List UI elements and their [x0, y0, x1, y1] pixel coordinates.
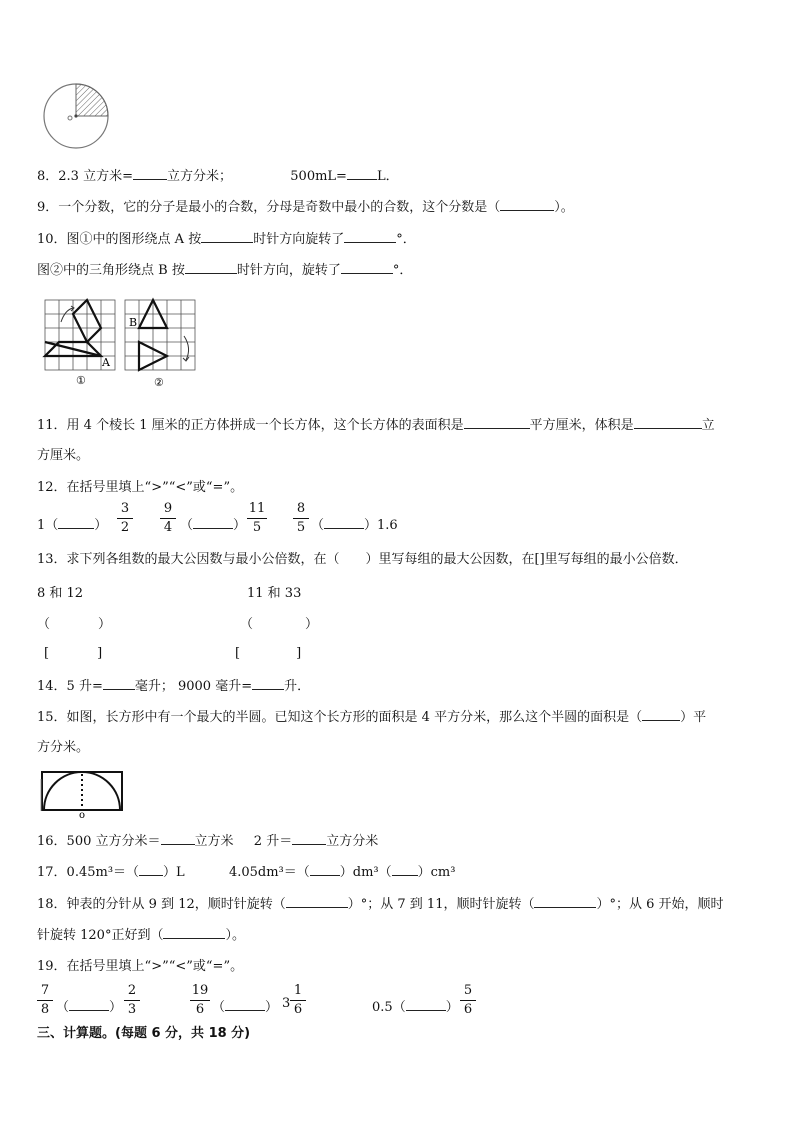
q10-text-a: 10．图①中的图形绕点 A 按 [37, 232, 202, 247]
question-16: 16．500 立方分米＝ 立方米 2 升＝ 立方分米 [37, 834, 379, 849]
question-17: 17．0.45m³＝（ ）L 4.05dm³＝（ ）dm³（ ）cm³ [37, 865, 456, 880]
section-3-title: 三、计算题。(每题 6 分，共 18 分) [37, 1026, 251, 1041]
q12-blank-1[interactable] [58, 516, 94, 529]
question-10-line1 [37, 230, 416, 249]
q8-unit-b: L． [376, 169, 399, 184]
q8-blank-b[interactable] [347, 167, 377, 180]
question-10-line2 [37, 261, 412, 280]
q16-blank-1[interactable] [161, 832, 195, 845]
q10-text-b: 时针方向旋转了 [253, 232, 345, 247]
question-18-line2: 针旋转 120°正好到（ ）。 [37, 928, 245, 943]
q12-fraction-1: 3 2 [117, 502, 133, 535]
rotation-figures [40, 296, 200, 391]
question-12-title [37, 479, 243, 497]
q12-fraction-4: 8 5 [293, 502, 309, 535]
q12-item-3: （ ）1.6 [311, 518, 398, 533]
q10-text-c: °． [396, 232, 416, 247]
circle-sector-figure [40, 80, 115, 150]
question-9 [37, 198, 574, 217]
q8-blank-a[interactable] [133, 167, 167, 180]
q9-tail: ）。 [554, 200, 574, 215]
q19-blank-1[interactable] [69, 998, 109, 1011]
q15-blank[interactable] [642, 708, 680, 721]
q12-item-1 [37, 514, 107, 533]
q17-blank-2[interactable] [310, 863, 340, 876]
q14-blank-2[interactable] [252, 677, 284, 690]
q19-mixed-whole: 3 [282, 996, 291, 1011]
q11-text-d: 方厘米。 [37, 448, 90, 463]
point-b-label: B [129, 316, 138, 329]
center-o-label: o [79, 810, 86, 819]
q10-blank-2[interactable] [344, 230, 396, 243]
q12-fraction-3: 11 5 [248, 501, 266, 535]
q12-fraction-2: 9 4 [160, 502, 176, 535]
question-18-line1: 18．钟表的分针从 9 到 12，顺时针旋转（ ）°；从 7 到 11，顺时针旋转（ ）°；从 6 开始，顺时 [37, 897, 724, 912]
q12-item-2: （ ） [180, 518, 247, 533]
q13-gcd-1[interactable]: （ ） [37, 617, 112, 632]
q11-text-a: 11．用 4 个棱长 1 厘米的正方体拼成一个长方体，这个长方体的表面积是 [37, 418, 464, 433]
question-8 [37, 167, 399, 186]
q8-number: 8． [37, 169, 59, 184]
q11-text-c: 立 [701, 418, 715, 433]
q19-item-3: 0.5（ ） [372, 1000, 459, 1015]
q16-blank-2[interactable] [292, 832, 326, 845]
question-11-line1 [37, 416, 715, 435]
q10-text-f: °． [392, 263, 413, 278]
question-11-line2 [37, 447, 89, 465]
q19-item-2: （ ） [212, 1000, 279, 1015]
q9-text: 9．一个分数，它的分子是最小的合数，分母是奇数中最小的合数，这个分数是（ [37, 200, 501, 215]
q13-group-1: 8 和 12 [37, 586, 84, 601]
q9-blank[interactable] [500, 198, 554, 211]
q13-gcd-2[interactable]: （ ） [240, 617, 319, 632]
question-13-title [37, 551, 688, 569]
q19-fraction-3: 19 6 [191, 983, 209, 1017]
q8-part-b: 500mL= [290, 169, 347, 184]
q13-lcm-2[interactable]: [ ] [235, 646, 302, 661]
question-14: 14．5 升= 毫升； 9000 毫升= 升． [37, 679, 311, 694]
q10-blank-3[interactable] [185, 261, 237, 274]
q13-lcm-1[interactable]: [ ] [44, 646, 103, 661]
question-15-line2: 方分米。 [37, 740, 90, 755]
fig2-label: ② [154, 376, 164, 389]
q19-fraction-4: 1 6 [290, 984, 306, 1017]
q18-blank-3[interactable] [163, 926, 225, 939]
q19-fraction-2: 2 3 [124, 984, 140, 1017]
q13-group-2: 11 和 33 [247, 586, 302, 601]
q12-left1: 1（ [37, 518, 59, 533]
question-19-title: 19．在括号里填上“>”“<”或“=”。 [37, 959, 244, 974]
q12-right1: ） [94, 518, 108, 533]
q8-part-a: 2.3 立方米= [58, 169, 133, 184]
semicircle-rectangle-figure [38, 769, 128, 819]
q8-unit-a: 立方分米； [166, 169, 232, 184]
q11-blank-2[interactable] [634, 416, 702, 429]
q10-blank-4[interactable] [341, 261, 393, 274]
q18-blank-2[interactable] [534, 895, 596, 908]
q19-fraction-1: 7 8 [37, 984, 53, 1017]
q12-blank-3[interactable] [324, 516, 364, 529]
q12-blank-2[interactable] [193, 516, 233, 529]
q11-text-b: 平方厘米，体积是 [529, 418, 634, 433]
fig1-label: ① [76, 374, 86, 387]
q11-blank-1[interactable] [464, 416, 530, 429]
q17-blank-1[interactable] [139, 863, 163, 876]
q19-blank-3[interactable] [406, 998, 446, 1011]
question-15-line1: 15．如图，长方形中有一个最大的半圆。已知这个长方形的面积是 4 平方分米，那么这个半圆的面积是（ ）平 [37, 710, 707, 725]
q18-blank-1[interactable] [286, 895, 348, 908]
q19-fraction-5: 5 6 [460, 984, 476, 1017]
q10-text-e: 时针方向，旋转了 [236, 263, 341, 278]
q10-blank-1[interactable] [201, 230, 253, 243]
q13-title: 13．求下列各组数的最大公因数与最小公倍数，在（ ）里写每组的最大公因数，在[]里写每组的最小公倍数． [37, 552, 688, 567]
q10-text-d: 图②中的三角形绕点 B 按 [37, 263, 185, 278]
q19-item-1: （ ） [56, 1000, 123, 1015]
q12-title: 12．在括号里填上“>”“<”或“=”。 [37, 480, 244, 495]
q17-blank-3[interactable] [392, 863, 418, 876]
q14-blank-1[interactable] [103, 677, 135, 690]
q19-blank-2[interactable] [225, 998, 265, 1011]
point-a-label: A [102, 356, 110, 369]
